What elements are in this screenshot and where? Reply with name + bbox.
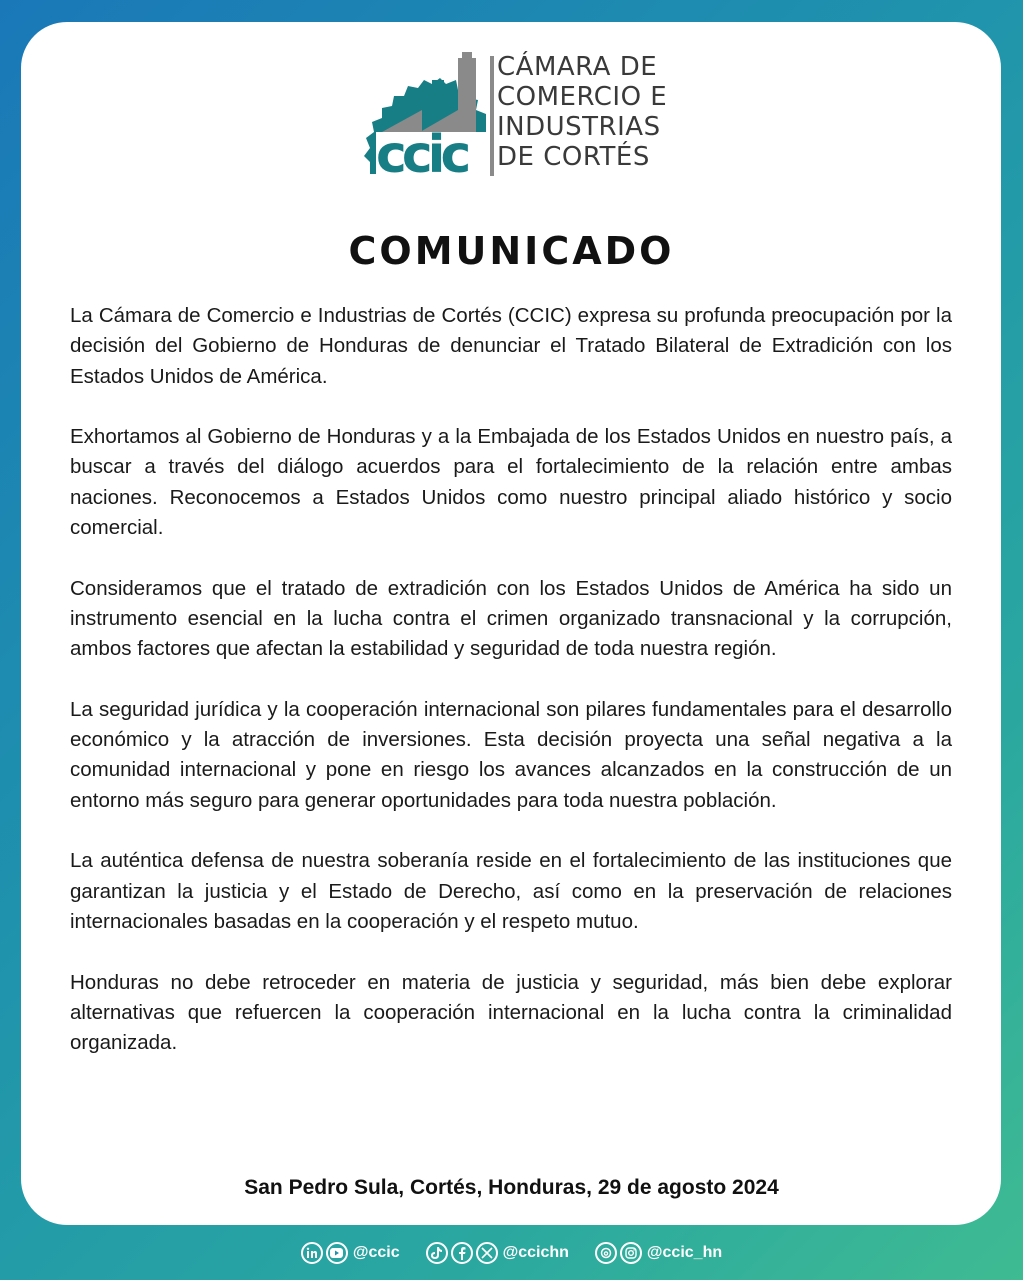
paragraph: Honduras no debe retroceder en materia de justicia y seguridad, más bien debe explorar alternativas que refuercen la cooperación internacional en la lucha contra la criminalidad organizada. xyxy=(70,970,952,1055)
organization-name xyxy=(497,52,687,172)
organization-name-line: CÁMARA DE xyxy=(497,52,658,82)
document-body xyxy=(70,301,952,1089)
social-handle[interactable]: @ccic xyxy=(352,1244,400,1261)
instagram-icon[interactable] xyxy=(620,1242,642,1264)
youtube-icon[interactable] xyxy=(326,1242,348,1264)
social-group-ccichn xyxy=(426,1242,569,1264)
paragraph: Exhortamos al Gobierno de Honduras y a la Embajada de los Estados Unidos en nuestro país, a buscar a través del diálogo acuerdos para el fortalecimiento de la relación entre ambas naciones. Reconocemos a Estados Unidos como nuestro principal aliado histórico y socio comercial. xyxy=(70,425,952,540)
social-group-ccic xyxy=(301,1242,400,1264)
social-handle[interactable]: @ccichn xyxy=(502,1244,569,1261)
place-and-date: San Pedro Sula, Cortés, Honduras, 29 de agosto 2024 xyxy=(244,1176,779,1199)
organization-name-line: COMERCIO E xyxy=(497,82,668,112)
social-group-ccic-hn xyxy=(595,1242,722,1264)
paragraph: La auténtica defensa de nuestra soberanía reside en el fortalecimiento de las instituciones que garantizan la justicia y el Estado de Derecho, así como en la preservación de relaciones internacionales basadas en la cooperación y el respeto mutuo. xyxy=(70,849,952,933)
document-title: COMUNICADO xyxy=(348,229,675,273)
organization-name-line: INDUSTRIAS xyxy=(497,112,661,142)
tiktok-icon[interactable] xyxy=(426,1242,448,1264)
ccic-monogram: ccic xyxy=(376,125,467,180)
social-footer xyxy=(0,1238,1023,1268)
paragraph: La seguridad jurídica y la cooperación internacional son pilares fundamentales para el desarrollo económico y la atracción de inversiones. Esta decisión proyecta una señal negativa a la comunidad internacional y pone en riesgo los avances alcanzados en la construcción de un entorno más seguro para generar oportunidades para toda nuestra población. xyxy=(70,697,952,812)
threads-icon[interactable] xyxy=(595,1242,617,1264)
linkedin-icon[interactable] xyxy=(301,1242,323,1264)
factory-chimney xyxy=(462,52,472,60)
paragraph: La Cámara de Comercio e Industrias de Cortés (CCIC) expresa su profunda preocupación por la decisión del Gobierno de Honduras de denunciar el Tratado Bilateral de Extradición con los Estados Unidos de América. xyxy=(70,304,952,388)
x-icon[interactable] xyxy=(476,1242,498,1264)
social-handle[interactable]: @ccic_hn xyxy=(646,1244,723,1261)
organization-name-line: DE CORTÉS xyxy=(497,142,650,172)
facebook-icon[interactable] xyxy=(451,1242,473,1264)
paragraph: Consideramos que el tratado de extradición con los Estados Unidos de América ha sido un instrumento esencial en la lucha contra el crimen organizado transnacional y la corrupción, ambos factores que afectan la estabilidad y seguridad de toda nuestra región. xyxy=(70,576,952,661)
